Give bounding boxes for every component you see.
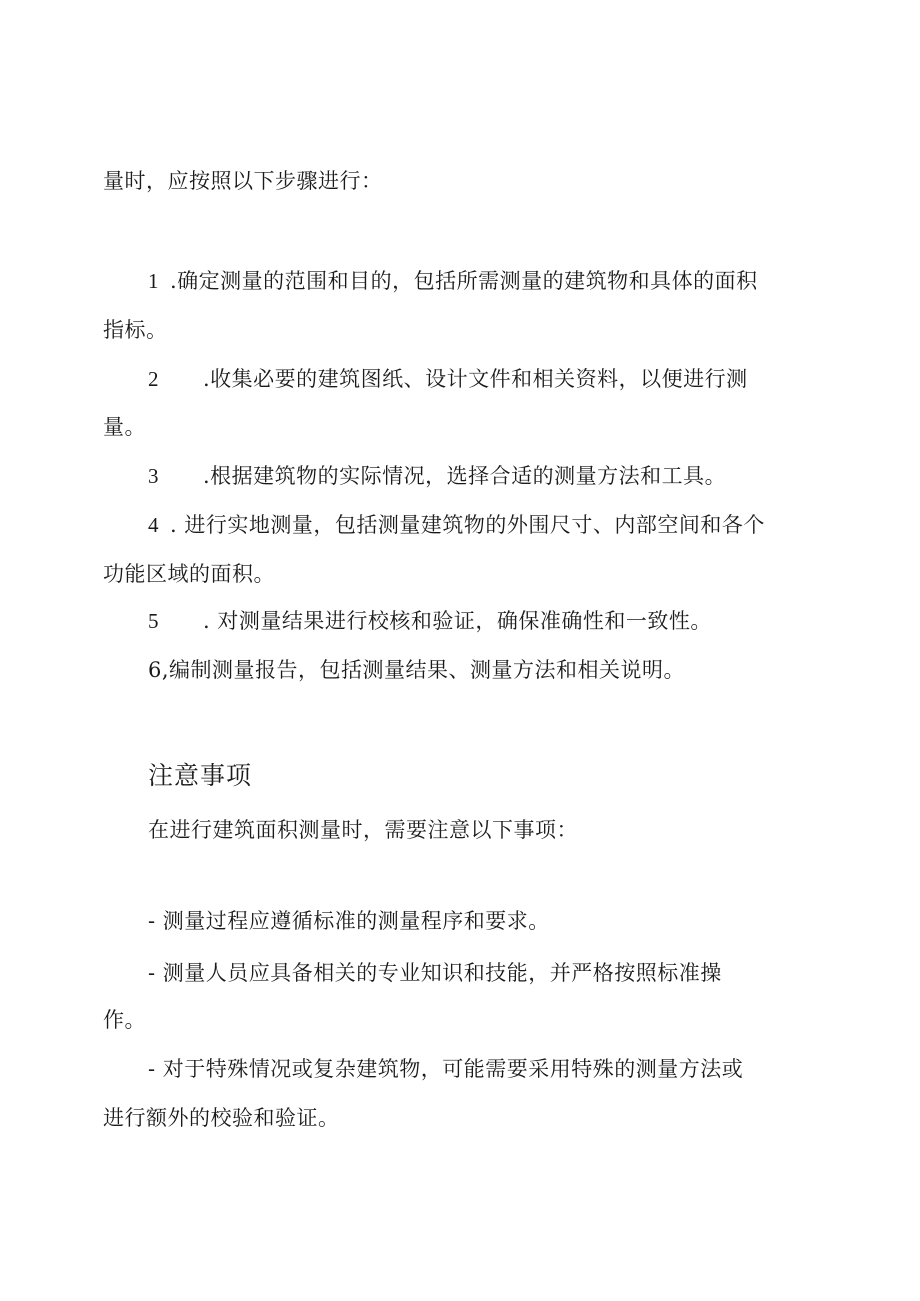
note-item-2: - 测量人员应具备相关的专业知识和技能，并严格按照标准操: [148, 961, 722, 985]
step-1-continuation: 指标。: [103, 318, 168, 342]
note-item-1: - 测量过程应遵循标准的测量程序和要求。: [148, 909, 550, 933]
note-item-3-continuation: 进行额外的校验和验证。: [103, 1106, 340, 1130]
step-4: [148, 510, 765, 540]
step-number: 1: [148, 269, 159, 293]
notes-intro: 在进行建筑面积测量时，需要注意以下事项：: [148, 818, 578, 842]
step-1: [148, 266, 758, 296]
step-text: 编制测量报告，包括测量结果、测量方法和相关说明。: [169, 658, 686, 682]
step-2: [148, 364, 748, 394]
step-number: 6,: [148, 658, 170, 682]
step-text: .收集必要的建筑图纸、设计文件和相关资料，以便进行测: [203, 367, 748, 391]
step-6: [148, 655, 685, 685]
step-number: 2: [148, 367, 159, 391]
note-item-3: - 对于特殊情况或复杂建筑物，可能需要采用特殊的测量方法或: [148, 1057, 744, 1081]
step-number: 4: [148, 513, 159, 537]
step-number: 5: [148, 609, 159, 633]
step-text: .根据建筑物的实际情况，选择合适的测量方法和工具。: [203, 464, 727, 488]
step-5: [148, 606, 712, 636]
step-4-continuation: 功能区域的面积。: [103, 562, 275, 586]
step-number: 3: [148, 464, 159, 488]
step-text: .确定测量的范围和目的，包括所需测量的建筑物和具体的面积: [170, 269, 758, 293]
note-item-2-continuation: 作。: [103, 1008, 146, 1032]
step-3: [148, 461, 726, 491]
step-text: . 对测量结果进行校核和验证，确保准确性和一致性。: [203, 609, 712, 633]
step-2-continuation: 量。: [103, 415, 146, 439]
step-text: . 进行实地测量，包括测量建筑物的外围尺寸、内部空间和各个: [170, 513, 765, 537]
notes-heading: 注意事项: [148, 761, 253, 790]
intro-line: 量时，应按照以下步骤进行：: [103, 169, 383, 193]
